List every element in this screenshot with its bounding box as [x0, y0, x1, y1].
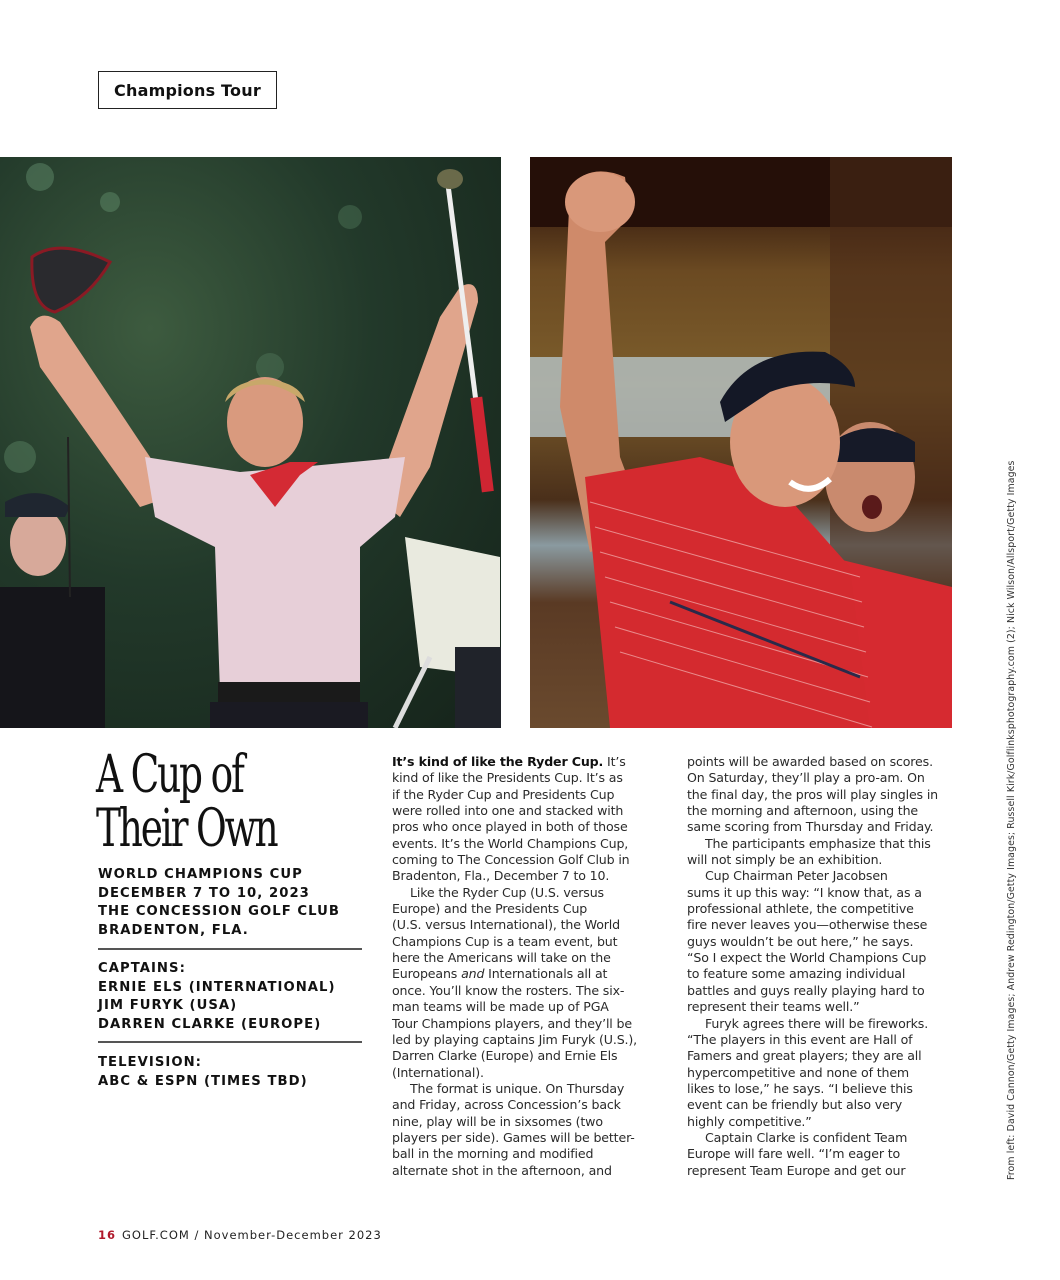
text-line: and Friday, across Concession’s back — [392, 1097, 621, 1113]
text-line: likes to lose,” he says. “I believe this — [687, 1080, 913, 1096]
text-line: Darren Clarke (Europe) and Ernie Els — [392, 1048, 618, 1064]
text-line: Europe will fare well. “I’m eager to — [687, 1146, 901, 1162]
article-column-2 — [687, 754, 957, 1179]
text-line: “So I expect the World Champions Cup — [687, 950, 927, 966]
text-line: “The players in this event are Hall of — [687, 1031, 913, 1047]
text-line: Cup Chairman Peter Jacobsen — [705, 868, 888, 884]
television-label: TELEVISION: — [98, 1055, 203, 1070]
text-line: the morning and afternoon, using the — [687, 803, 918, 819]
text-line: will not simply be an exhibition. — [687, 852, 883, 868]
text-line: On Saturday, they’ll play a pro-am. On — [687, 770, 925, 786]
text-line: Europeans and Internationals all at — [392, 966, 608, 982]
text-line: ball in the morning and modified — [392, 1146, 594, 1162]
divider — [98, 1041, 362, 1043]
photo-left-illustration — [0, 157, 501, 728]
text-line: represent their teams well.” — [687, 999, 860, 1015]
text-line: Like the Ryder Cup (U.S. versus — [410, 884, 604, 900]
text-line: Captain Clarke is confident Team — [705, 1129, 908, 1145]
text-line: to feature some amazing individual — [687, 966, 906, 982]
event-dates: DECEMBER 7 TO 10, 2023 — [98, 885, 310, 901]
text-line: sums it up this way: “I know that, as a — [687, 884, 922, 900]
text-line: if the Ryder Cup and Presidents Cup — [392, 786, 615, 802]
photo-left-celebrating-golfer — [0, 157, 501, 728]
photo-right-fist-pump-golfer — [530, 157, 952, 728]
text-line: Tour Champions players, and they’ll be — [392, 1015, 632, 1031]
event-name: WORLD CHAMPIONS CUP — [98, 867, 303, 882]
text-line: once. You’ll know the rosters. The six- — [392, 982, 625, 998]
captain-item: ERNIE ELS (INTERNATIONAL) — [98, 979, 336, 995]
headline-line-1: A Cup of — [96, 745, 243, 805]
article-headline — [96, 745, 298, 859]
text-line: Bradenton, Fla., December 7 to 10. — [392, 868, 610, 884]
television-info — [98, 1054, 362, 1091]
text-line: Famers and great players; they are all — [687, 1048, 922, 1064]
text-line: led by playing captains Jim Furyk (U.S.), — [392, 1031, 638, 1047]
publication-line: GOLF.COM / November-December 2023 — [122, 1228, 382, 1242]
captain-item: DARREN CLARKE (EUROPE) — [98, 1016, 322, 1032]
event-venue: THE CONCESSION GOLF CLUB — [98, 904, 341, 920]
headline-line-2: Their Own — [96, 799, 277, 859]
text-line: events. It’s the World Champions Cup, — [392, 835, 629, 851]
text-line: highly competitive.” — [687, 1113, 812, 1129]
text-line: fire never leaves you—otherwise these — [687, 917, 928, 933]
page-number: 16 — [98, 1228, 117, 1242]
photo-right-illustration — [530, 157, 952, 728]
text-line: professional athlete, the competitive — [687, 901, 914, 917]
captain-item: JIM FURYK (USA) — [98, 998, 238, 1014]
event-info — [98, 866, 362, 940]
event-location: BRADENTON, FLA. — [98, 922, 249, 938]
text-line: nine, play will be in sixsomes (two — [392, 1113, 603, 1129]
divider — [98, 948, 362, 950]
text-line: The participants emphasize that this — [705, 835, 931, 851]
text-line: the final day, the pros will play singles in — [687, 786, 939, 802]
text-line: here the Americans will take on the — [392, 950, 611, 966]
text-line: pros who once played in both of those — [392, 819, 628, 835]
page-footer — [98, 1228, 382, 1242]
article-column-1 — [392, 754, 662, 1179]
text-line: coming to The Concession Golf Club in — [392, 852, 630, 868]
text-line: battles and guys really playing hard to — [687, 982, 925, 998]
section-tag: Champions Tour — [98, 71, 277, 109]
text-line: hypercompetitive and none of them — [687, 1064, 910, 1080]
television-value: ABC & ESPN (TIMES TBD) — [98, 1073, 308, 1089]
text-line: (U.S. versus International), the World — [392, 917, 620, 933]
text-line: alternate shot in the afternoon, and — [392, 1162, 612, 1178]
text-line: event can be friendly but also very — [687, 1097, 903, 1113]
text-line: players per side). Games will be better- — [392, 1129, 635, 1145]
text-line: Champions Cup is a team event, but — [392, 933, 618, 949]
photo-credit: From left: David Cannon/Getty Images; Andrew Redington/Getty Images; Russell Kirk/Golflinksphotography.com (2); Nick Wilson/Allsport/Getty Images — [1006, 460, 1017, 1180]
text-line: represent Team Europe and get our — [687, 1162, 906, 1178]
text-line: Furyk agrees there will be fireworks. — [705, 1015, 929, 1031]
text-line: Europe) and the Presidents Cup — [392, 901, 588, 917]
text-line: (International). — [392, 1064, 484, 1080]
captains-info — [98, 960, 362, 1034]
text-line: man teams will be made up of PGA — [392, 999, 609, 1015]
text-line: kind of like the Presidents Cup. It’s as — [392, 770, 623, 786]
lead-in: It’s kind of like the Ryder Cup. — [392, 754, 604, 769]
text-line: It’s kind of like the Ryder Cup. It’s — [392, 754, 626, 769]
text-line: guys wouldn’t be out here,” he says. — [687, 933, 914, 949]
text-line: were rolled into one and stacked with — [392, 803, 624, 819]
text-line: same scoring from Thursday and Friday. — [687, 819, 934, 835]
captains-label: CAPTAINS: — [98, 961, 186, 976]
text-line: points will be awarded based on scores. — [687, 754, 933, 769]
text-line: The format is unique. On Thursday — [410, 1080, 625, 1096]
